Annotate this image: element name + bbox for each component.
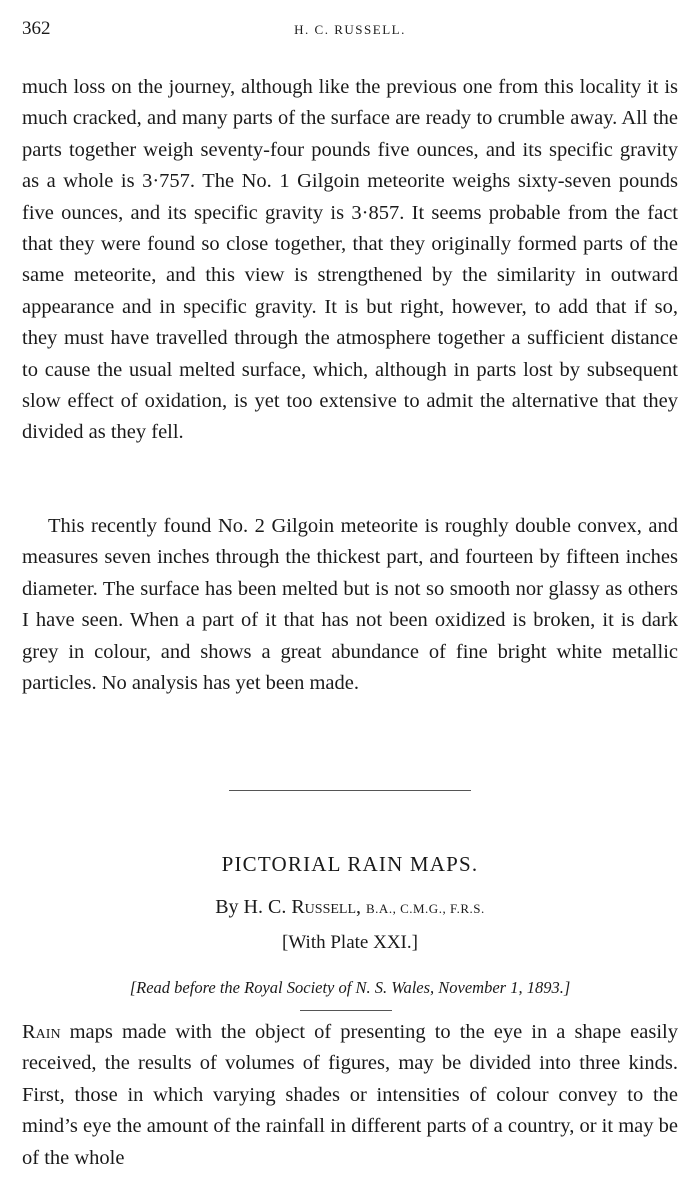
- article-title: PICTORIAL RAIN MAPS.: [221, 852, 479, 876]
- byline-prefix: By: [215, 896, 239, 918]
- paragraph-meteorite-weight: much loss on the journey, although like the previous one from this locality it is much cracked, and many parts of the surface are ready to crumble away. All the parts together weigh seventy-four pounds five ounces, and its specific gravity as a whole is 3·757. The No. 1 Gilgoin meteorite weighs sixty-seven pounds five ounces, and its specific gravity is 3·857. It seems probable from the fact that they were found so close together, that they originally formed parts of the same meteorite, and this view is strengthened by the similarity in outward appearance and in specific gravity. It is but right, however, to add that if so, they must have travelled through the atmosphere together a sufficient distance to cause the usual melted surface, which, although in parts lost by subsequent slow effect of oxidation, is yet too extensive to admit the alternative that they divided as they fell.: [22, 76, 678, 444]
- paragraph-rain-maps: [22, 1017, 678, 1174]
- running-title: H. C. RUSSELL.: [294, 22, 406, 37]
- short-rule: [300, 1010, 392, 1011]
- page-number: 362: [22, 18, 51, 39]
- paragraph-rain-maps-text: maps made with the object of presenting to the eye in a shape easily received, the results of volumes of figures, may be divided into three kinds. First, those in which varying shades or intensities of colour convey to the mind’s eye the amount of the rainfall in different parts of a country, or it may be of the whole: [22, 1021, 678, 1169]
- author-degrees: B.A., C.M.G., F.R.S.: [366, 901, 485, 916]
- author-name: H. C. Russell,: [243, 896, 362, 918]
- paragraph-meteorite-description: This recently found No. 2 Gilgoin meteorite is roughly double convex, and measures seven inches through the thickest part, and fourteen by fifteen inches diameter. The surface has been melted but is not so smooth nor glassy as others I have seen. When a part of it that has not been oxidized is broken, it is dark grey in colour, and shows a great abundance of fine bright white metallic particles. No analysis has yet been made.: [22, 515, 678, 695]
- plate-note: [With Plate XXI.]: [282, 932, 418, 953]
- byline: [0, 896, 700, 919]
- running-head: [22, 18, 678, 44]
- section-divider: [229, 790, 471, 791]
- read-note: [Read before the Royal Society of N. S. Wales, November 1, 1893.]: [129, 978, 571, 997]
- lead-word: Rain: [22, 1021, 61, 1043]
